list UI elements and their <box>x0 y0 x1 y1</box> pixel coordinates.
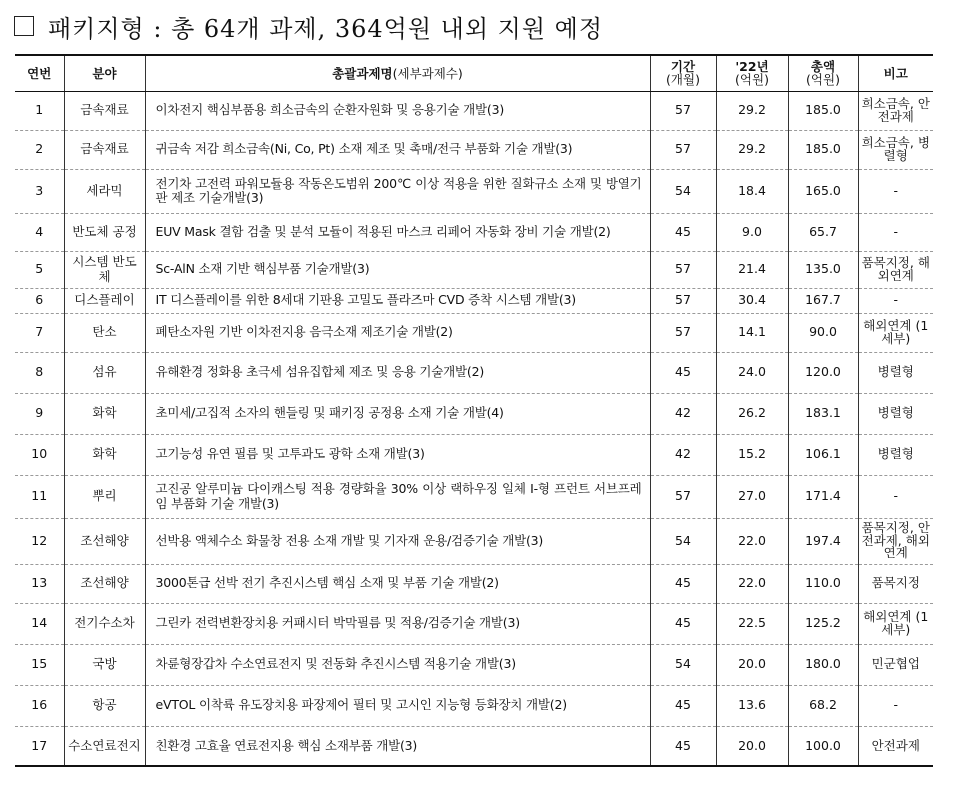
cell-period: 45 <box>650 352 716 393</box>
cell-y22: 20.0 <box>716 644 788 685</box>
cell-field: 탄소 <box>64 313 145 352</box>
cell-name: 선박용 액체수소 화물창 전용 소재 개발 및 기자재 운용/검증기술 개발(3) <box>145 518 650 564</box>
cell-field: 화학 <box>64 393 145 434</box>
cell-total: 125.2 <box>788 603 858 644</box>
header-period: 기간 (개월) <box>650 55 716 91</box>
table-row <box>15 352 933 393</box>
cell-field: 금속재료 <box>64 91 145 130</box>
cell-total: 183.1 <box>788 393 858 434</box>
cell-total: 68.2 <box>788 685 858 726</box>
cell-no: 14 <box>15 603 64 644</box>
cell-no: 7 <box>15 313 64 352</box>
cell-note: 품목지정 <box>858 564 933 603</box>
cell-no: 17 <box>15 726 64 766</box>
cell-note: 해외연계 (1세부) <box>858 603 933 644</box>
project-table <box>15 54 933 767</box>
cell-name: 고진공 알루미늄 다이캐스팅 적용 경량화율 30% 이상 랙하우징 일체 I-형 프런트 서브프레임 부품화 기술 개발(3) <box>145 475 650 518</box>
cell-name: 이차전지 핵심부품용 희소금속의 순환자원화 및 응용기술 개발(3) <box>145 91 650 130</box>
cell-y22: 18.4 <box>716 169 788 213</box>
cell-note: - <box>858 685 933 726</box>
cell-total: 90.0 <box>788 313 858 352</box>
cell-y22: 26.2 <box>716 393 788 434</box>
cell-y22: 29.2 <box>716 130 788 169</box>
cell-total: 197.4 <box>788 518 858 564</box>
cell-period: 57 <box>650 475 716 518</box>
table-row <box>15 644 933 685</box>
cell-note: 품목지정, 해외연계 <box>858 251 933 288</box>
cell-field: 수소연료전지 <box>64 726 145 766</box>
cell-name: 3000톤급 선박 전기 추진시스템 핵심 소재 및 부품 기술 개발(2) <box>145 564 650 603</box>
cell-name: 귀금속 저감 희소금속(Ni, Co, Pt) 소재 제조 및 촉매/전극 부품화 기술 개발(3) <box>145 130 650 169</box>
cell-field: 시스템 반도체 <box>64 251 145 288</box>
cell-note: 안전과제 <box>858 726 933 766</box>
table-header <box>15 55 933 91</box>
cell-y22: 22.5 <box>716 603 788 644</box>
cell-no: 13 <box>15 564 64 603</box>
cell-note: 병렬형 <box>858 434 933 475</box>
cell-name: 유해환경 정화용 초극세 섬유집합체 제조 및 응용 기술개발(2) <box>145 352 650 393</box>
cell-y22: 13.6 <box>716 685 788 726</box>
cell-name: 전기차 고전력 파워모듈용 작동온도범위 200℃ 이상 적용을 위한 질화규소 소재 및 방열기판 제조 기술개발(3) <box>145 169 650 213</box>
cell-no: 5 <box>15 251 64 288</box>
table-row <box>15 213 933 251</box>
cell-note: 해외연계 (1세부) <box>858 313 933 352</box>
table-row <box>15 475 933 518</box>
section-heading-text: 패키지형 : 총 64개 과제, 364억원 내외 지원 예정 <box>48 14 604 43</box>
cell-y22: 22.0 <box>716 564 788 603</box>
cell-note: 희소금속, 병렬형 <box>858 130 933 169</box>
cell-no: 8 <box>15 352 64 393</box>
cell-note: - <box>858 475 933 518</box>
cell-total: 171.4 <box>788 475 858 518</box>
cell-field: 조선해양 <box>64 518 145 564</box>
table-row <box>15 685 933 726</box>
cell-field: 반도체 공정 <box>64 213 145 251</box>
cell-no: 12 <box>15 518 64 564</box>
cell-total: 106.1 <box>788 434 858 475</box>
table-body <box>15 91 933 766</box>
header-field: 분야 <box>64 55 145 91</box>
cell-y22: 9.0 <box>716 213 788 251</box>
cell-note: - <box>858 213 933 251</box>
cell-field: 뿌리 <box>64 475 145 518</box>
cell-field: 섬유 <box>64 352 145 393</box>
cell-y22: 24.0 <box>716 352 788 393</box>
cell-field: 국방 <box>64 644 145 685</box>
cell-total: 100.0 <box>788 726 858 766</box>
cell-no: 16 <box>15 685 64 726</box>
cell-name: eVTOL 이착륙 유도장치용 파장제어 필터 및 고시인 지능형 등화장치 개발(2) <box>145 685 650 726</box>
table-row <box>15 313 933 352</box>
table-row <box>15 434 933 475</box>
cell-name: 친환경 고효율 연료전지용 핵심 소재부품 개발(3) <box>145 726 650 766</box>
cell-period: 45 <box>650 564 716 603</box>
cell-no: 3 <box>15 169 64 213</box>
cell-total: 167.7 <box>788 288 858 313</box>
table-row <box>15 393 933 434</box>
table-row <box>15 130 933 169</box>
header-y22: '22년 (억원) <box>716 55 788 91</box>
cell-no: 1 <box>15 91 64 130</box>
table-row <box>15 251 933 288</box>
table-row <box>15 91 933 130</box>
header-no: 연번 <box>15 55 64 91</box>
cell-y22: 21.4 <box>716 251 788 288</box>
cell-note: 병렬형 <box>858 393 933 434</box>
table-row <box>15 288 933 313</box>
table-row <box>15 564 933 603</box>
cell-period: 57 <box>650 130 716 169</box>
cell-no: 4 <box>15 213 64 251</box>
checkbox-square-icon <box>14 16 34 36</box>
cell-name: 그린카 전력변환장치용 커패시터 박막필름 및 적용/검증기술 개발(3) <box>145 603 650 644</box>
cell-total: 185.0 <box>788 91 858 130</box>
cell-name: Sc-AlN 소재 기반 핵심부품 기술개발(3) <box>145 251 650 288</box>
cell-no: 11 <box>15 475 64 518</box>
cell-total: 180.0 <box>788 644 858 685</box>
cell-total: 185.0 <box>788 130 858 169</box>
cell-no: 15 <box>15 644 64 685</box>
cell-period: 45 <box>650 213 716 251</box>
section-heading <box>14 8 603 44</box>
cell-field: 전기수소차 <box>64 603 145 644</box>
cell-field: 금속재료 <box>64 130 145 169</box>
cell-field: 항공 <box>64 685 145 726</box>
cell-period: 57 <box>650 288 716 313</box>
cell-no: 6 <box>15 288 64 313</box>
cell-field: 디스플레이 <box>64 288 145 313</box>
cell-period: 42 <box>650 393 716 434</box>
cell-note: - <box>858 288 933 313</box>
cell-total: 65.7 <box>788 213 858 251</box>
cell-no: 9 <box>15 393 64 434</box>
cell-total: 165.0 <box>788 169 858 213</box>
cell-y22: 27.0 <box>716 475 788 518</box>
cell-no: 10 <box>15 434 64 475</box>
cell-period: 54 <box>650 169 716 213</box>
cell-period: 45 <box>650 603 716 644</box>
cell-period: 54 <box>650 518 716 564</box>
cell-name: 차륜형장갑차 수소연료전지 및 전동화 추진시스템 적용기술 개발(3) <box>145 644 650 685</box>
cell-note: 희소금속, 안전과제 <box>858 91 933 130</box>
cell-field: 화학 <box>64 434 145 475</box>
cell-period: 54 <box>650 644 716 685</box>
cell-name: 초미세/고집적 소자의 핸들링 및 패키징 공정용 소재 기술 개발(4) <box>145 393 650 434</box>
cell-period: 57 <box>650 91 716 130</box>
cell-note: - <box>858 169 933 213</box>
header-name: 총괄과제명(세부과제수) <box>145 55 650 91</box>
cell-total: 110.0 <box>788 564 858 603</box>
cell-note: 병렬형 <box>858 352 933 393</box>
cell-y22: 20.0 <box>716 726 788 766</box>
cell-period: 57 <box>650 251 716 288</box>
cell-period: 45 <box>650 685 716 726</box>
cell-name: 고기능성 유연 필름 및 고투과도 광학 소재 개발(3) <box>145 434 650 475</box>
cell-note: 품목지정, 안전과제, 해외연계 <box>858 518 933 564</box>
table-row <box>15 603 933 644</box>
cell-note: 민군협업 <box>858 644 933 685</box>
cell-field: 조선해양 <box>64 564 145 603</box>
cell-y22: 15.2 <box>716 434 788 475</box>
cell-field: 세라믹 <box>64 169 145 213</box>
header-total: 총액 (억원) <box>788 55 858 91</box>
cell-y22: 14.1 <box>716 313 788 352</box>
table-row <box>15 518 933 564</box>
cell-y22: 30.4 <box>716 288 788 313</box>
header-note: 비고 <box>858 55 933 91</box>
cell-name: IT 디스플레이를 위한 8세대 기판용 고밀도 플라즈마 CVD 증착 시스템 개발(3) <box>145 288 650 313</box>
cell-period: 42 <box>650 434 716 475</box>
cell-y22: 29.2 <box>716 91 788 130</box>
cell-total: 120.0 <box>788 352 858 393</box>
cell-period: 57 <box>650 313 716 352</box>
table-row <box>15 726 933 766</box>
cell-y22: 22.0 <box>716 518 788 564</box>
cell-total: 135.0 <box>788 251 858 288</box>
cell-name: EUV Mask 결함 검출 및 분석 모듈이 적용된 마스크 리페어 자동화 장비 기술 개발(2) <box>145 213 650 251</box>
cell-period: 45 <box>650 726 716 766</box>
cell-no: 2 <box>15 130 64 169</box>
table-row <box>15 169 933 213</box>
cell-name: 폐탄소자원 기반 이차전지용 음극소재 제조기술 개발(2) <box>145 313 650 352</box>
